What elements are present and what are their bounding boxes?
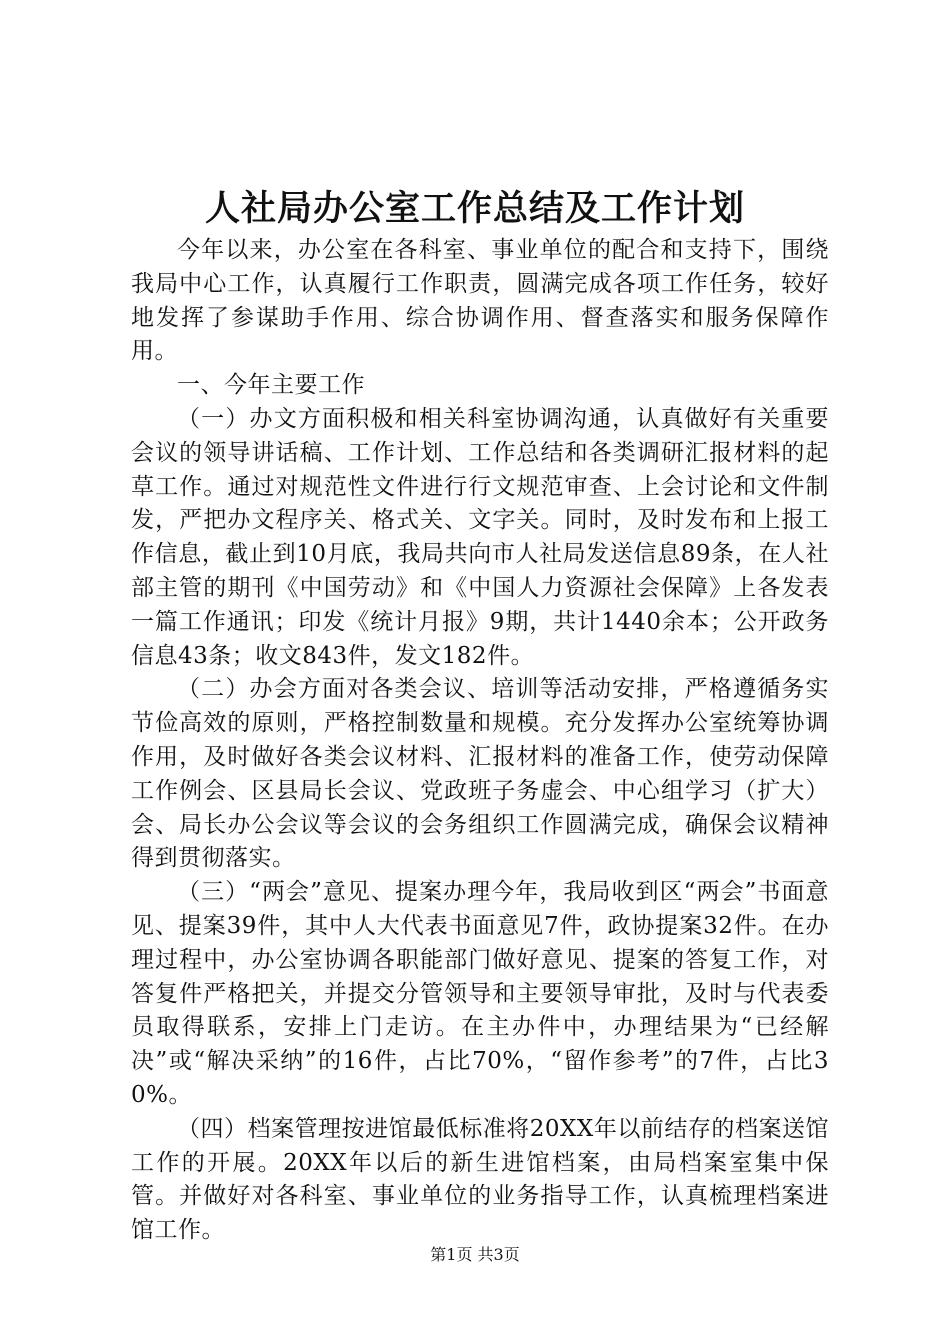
paragraph-intro: 今年以来，办公室在各科室、事业单位的配合和支持下，围绕我局中心工作，认真履行工作职责，圆满完成各项工作任务，较好地发挥了参谋助手作用、综合协调作用、督查落实和服务保障作用。	[131, 237, 829, 365]
document-title: 人社局办公室工作总结及工作计划	[204, 189, 745, 229]
paragraph-proposals: （三）“两会”意见、提案办理今年，我局收到区“两会”书面意见、提案39件，其中人大代表书面意见7件，政协提案32件。在办理过程中，办公室协调各职能部门做好意见、提案的答复工作，对答复件严格把关，并提交分管领导和主要领导审批，及时与代表委员取得联系，安排上门走访。在主办件中，办理结果为“已经解决”或“解决采纳”的16件，占比70%，“留作参考”的7件，占比30%。	[131, 879, 829, 1108]
paragraph-archives: （四）档案管理按进馆最低标准将20XX年以前结存的档案送馆工作的开展。20XX年以后的新生进馆档案，由局档案室集中保管。并做好对各科室、事业单位的业务指导工作，认真梳理档案进馆工作。	[131, 1115, 829, 1244]
paragraph-documents: （一）办文方面积极和相关科室协调沟通，认真做好有关重要会议的领导讲话稿、工作计划、工作总结和各类调研汇报材料的起草工作。通过对规范性文件进行行文规范审查、上会讨论和文件制发，严把办文程序关、格式关、文字关。同时，及时发布和上报工作信息，截止到10月底，我局共向市人社局发送信息89条，在人社部主管的期刊《中国劳动》和《中国人力资源社会保障》上各发表一篇工作通讯；印发《统计月报》9期，共计1440余本；公开政务信息43条；收文843件，发文182件。	[131, 405, 829, 669]
page-number-footer: 第1页 共3页	[430, 1245, 520, 1264]
section-heading: 一、今年主要工作	[177, 372, 365, 399]
document-body	[131, 234, 829, 1248]
paragraph-meetings: （二）办会方面对各类会议、培训等活动安排，严格遵循务实节俭高效的原则，严格控制数量和规模。充分发挥办公室统筹协调作用，及时做好各类会议材料、汇报材料的准备工作，使劳动保障工作例会、区县局长会议、党政班子务虚会、中心组学习（扩大）会、局长办公会议等会议的会务组织工作圆满完成，确保会议精神得到贯彻落实。	[131, 676, 829, 872]
